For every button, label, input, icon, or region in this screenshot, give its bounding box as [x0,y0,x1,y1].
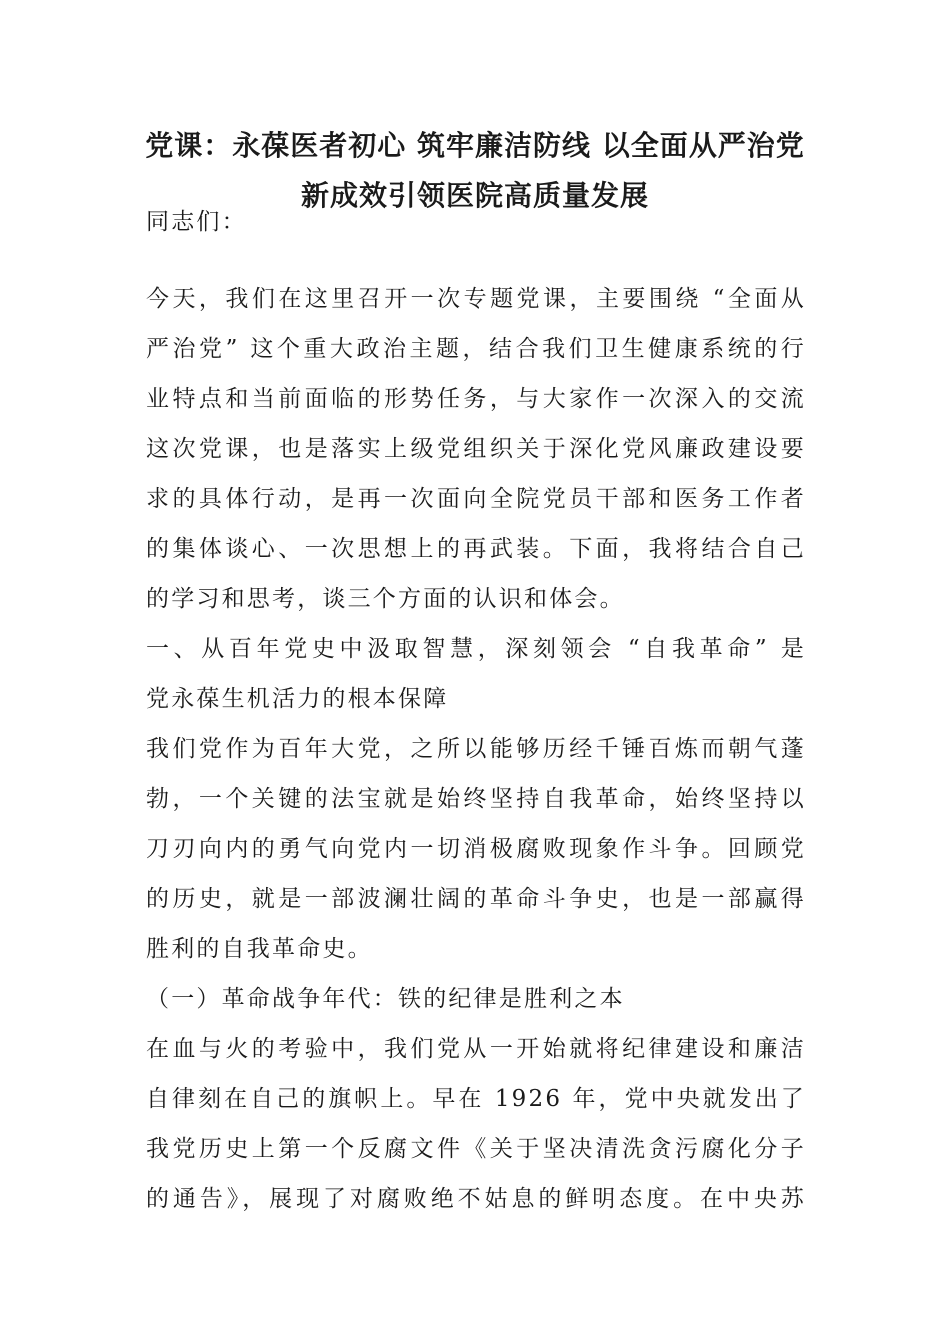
title-line-2: 新成效引领医院高质量发展 [300,179,649,212]
body-line: 的通告》，展现了对腐败绝不姑息的鲜明态度。在中央苏 [146,1186,806,1212]
body-line: 业特点和当前面临的形势任务，与大家作一次深入的交流 [146,386,806,412]
body-line: 这次党课，也是落实上级党组织关于深化党风廉政建设要 [146,436,806,462]
body-line: 求的具体行动，是再一次面向全院党员干部和医务工作者 [146,486,806,512]
section-heading-1-cont: 党永葆生机活力的根本保障 [146,686,449,712]
body-line: 的集体谈心、一次思想上的再武装。下面，我将结合自己 [146,536,806,562]
body-line: 勃，一个关键的法宝就是始终坚持自我革命，始终坚持以 [146,786,806,812]
body-line: 胜利的自我革命史。 [146,936,373,962]
title-line-1: 党课：永葆医者初心 筑牢廉洁防线 以全面从严治党 [145,129,805,162]
body-line: 在血与火的考验中，我们党从一开始就将纪律建设和廉洁 [146,1036,806,1062]
body-line: 我们党作为百年大党，之所以能够历经千锤百炼而朝气蓬 [146,736,806,762]
body-line: 我党历史上第一个反腐文件《关于坚决清洗贪污腐化分子 [146,1136,806,1162]
body-line: 的学习和思考，谈三个方面的认识和体会。 [146,586,625,612]
body-line: 自律刻在自己的旗帜上。早在 1926 年，党中央就发出了 [146,1086,806,1112]
subsection-heading: （一）革命战争年代：铁的纪律是胜利之本 [146,986,625,1012]
body-line: 严治党” 这个重大政治主题，结合我们卫生健康系统的行 [146,336,806,362]
body-line: 刀刃向内的勇气向党内一切消极腐败现象作斗争。回顾党 [146,836,806,862]
section-heading-1: 一、从百年党史中汲取智慧，深刻领会 “自我革命” 是 [146,636,806,662]
body-line: 今天，我们在这里召开一次专题党课，主要围绕 “全面从 [146,286,806,312]
body-line: 的历史，就是一部波澜壮阔的革命斗争史，也是一部赢得 [146,886,806,912]
salutation: 同志们： [146,209,247,235]
